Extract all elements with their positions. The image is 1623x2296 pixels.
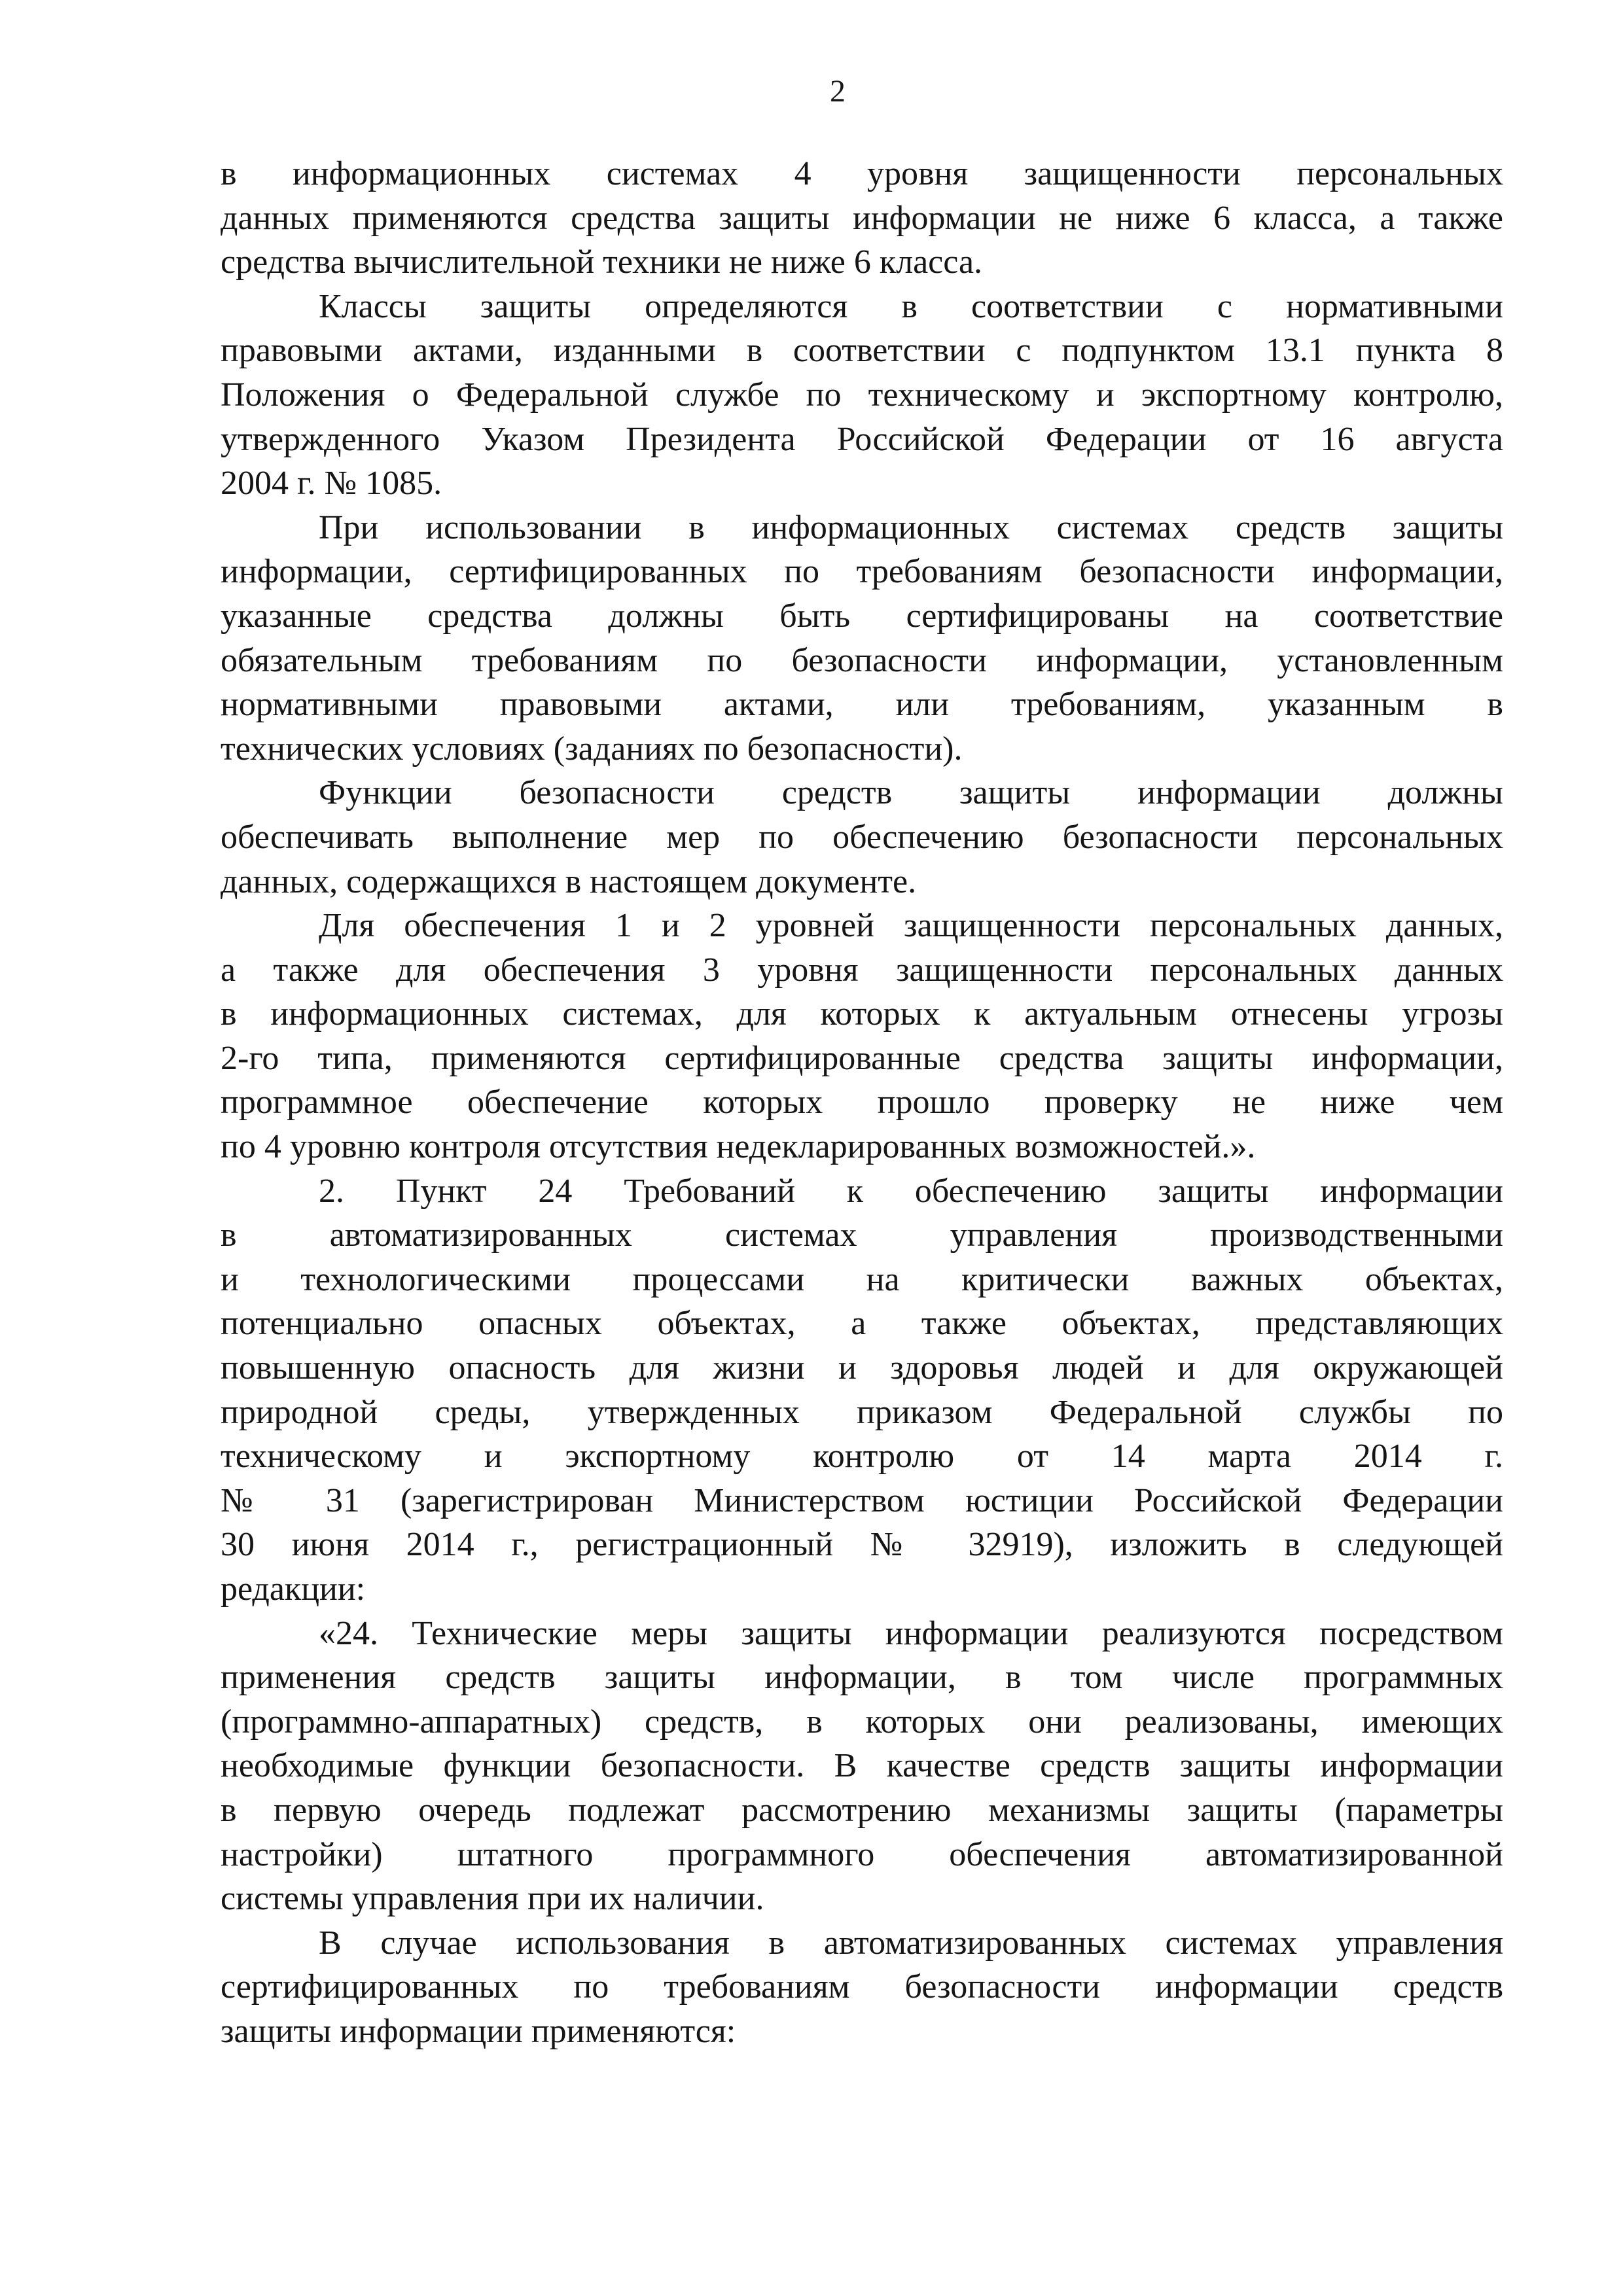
text-line: природной среды, утвержденных приказом Федеральной службы по: [221, 1393, 1503, 1431]
text-line: правовыми актами, изданными в соответствии с подпунктом 13.1 пункта 8: [221, 332, 1503, 370]
text-line: применения средств защиты информации, в том числе программных: [221, 1659, 1503, 1697]
text-line: «24. Технические меры защиты информации реализуются посредством: [319, 1614, 1503, 1652]
text-line: средства вычислительной техники не ниже 6 класса.: [221, 243, 983, 281]
text-line: При использовании в информационных системах средств защиты: [319, 508, 1503, 546]
text-line: настройки) штатного программного обеспечения автоматизированной: [221, 1835, 1503, 1873]
text-line: сертифицированных по требованиям безопасности информации средств: [221, 1968, 1503, 2006]
text-line: № 31 (зарегистрирован Министерством юстиции Российской Федерации: [221, 1481, 1503, 1519]
text-line: нормативными правовыми актами, или требованиям, указанным в: [221, 686, 1503, 724]
text-line: защиты информации применяются:: [221, 2012, 736, 2050]
text-line: Классы защиты определяются в соответствии с нормативными: [319, 287, 1503, 325]
paragraph-4: [221, 771, 1503, 904]
text-line: Положения о Федеральной службе по техническому и экспортному контролю,: [221, 376, 1503, 414]
page-number: 2: [830, 74, 846, 109]
text-line: необходимые функции безопасности. В качестве средств защиты информации: [221, 1747, 1503, 1785]
text-line: в информационных системах 4 уровня защищенности персональных: [221, 155, 1503, 192]
text-line: в информационных системах, для которых к актуальным отнесены угрозы: [221, 995, 1503, 1033]
text-line: редакции:: [221, 1570, 366, 1608]
text-line: информации, сертифицированных по требованиям безопасности информации,: [221, 553, 1503, 591]
text-line: утвержденного Указом Президента Российской Федерации от 16 августа: [221, 420, 1503, 458]
text-line: данных, содержащихся в настоящем документе.: [221, 862, 917, 900]
text-line: указанные средства должны быть сертифицированы на соответствие: [221, 597, 1503, 635]
document-body: [221, 152, 1503, 2054]
text-line: 30 июня 2014 г., регистрационный № 32919), изложить в следующей: [221, 1526, 1503, 1564]
paragraph-5: [221, 904, 1503, 1169]
text-line: а также для обеспечения 3 уровня защищенности персональных данных: [221, 951, 1503, 989]
paragraph-2: [221, 285, 1503, 506]
text-line: (программно-аппаратных) средств, в которых они реализованы, имеющих: [221, 1703, 1503, 1740]
paragraph-6: [221, 1169, 1503, 1612]
text-line: обязательным требованиям по безопасности информации, установленным: [221, 641, 1503, 679]
text-line: и технологическими процессами на критически важных объектах,: [221, 1260, 1503, 1298]
text-line: в автоматизированных системах управления производственными: [221, 1216, 1503, 1254]
text-line: в первую очередь подлежат рассмотрению механизмы защиты (параметры: [221, 1791, 1503, 1829]
paragraph-8: [221, 1921, 1503, 2054]
text-line: Для обеспечения 1 и 2 уровней защищенности персональных данных,: [319, 907, 1503, 945]
text-line: Функции безопасности средств защиты информации должны: [319, 774, 1503, 812]
text-line: обеспечивать выполнение мер по обеспечению безопасности персональных: [221, 818, 1503, 856]
text-line: 2. Пункт 24 Требований к обеспечению защиты информации: [319, 1172, 1503, 1210]
text-line: программное обеспечение которых прошло проверку не ниже чем: [221, 1084, 1503, 1122]
text-line: потенциально опасных объектах, а также объектах, представляющих: [221, 1305, 1503, 1343]
text-line: по 4 уровню контроля отсутствия недекларированных возможностей.».: [221, 1128, 1256, 1166]
paragraph-1: [221, 152, 1503, 285]
text-line: системы управления при их наличии.: [221, 1880, 764, 1918]
text-line: В случае использования в автоматизированных системах управления: [319, 1924, 1503, 1962]
text-line: техническому и экспортному контролю от 14 марта 2014 г.: [221, 1438, 1503, 1475]
text-line: 2004 г. № 1085.: [221, 465, 442, 503]
text-line: повышенную опасность для жизни и здоровья людей и для окружающей: [221, 1349, 1503, 1387]
text-line: 2-го типа, применяются сертифицированные средства защиты информации,: [221, 1039, 1503, 1077]
paragraph-7: [221, 1612, 1503, 1921]
text-line: технических условиях (заданиях по безопасности).: [221, 730, 963, 768]
text-line: данных применяются средства защиты информации не ниже 6 класса, а также: [221, 199, 1503, 237]
paragraph-3: [221, 506, 1503, 771]
